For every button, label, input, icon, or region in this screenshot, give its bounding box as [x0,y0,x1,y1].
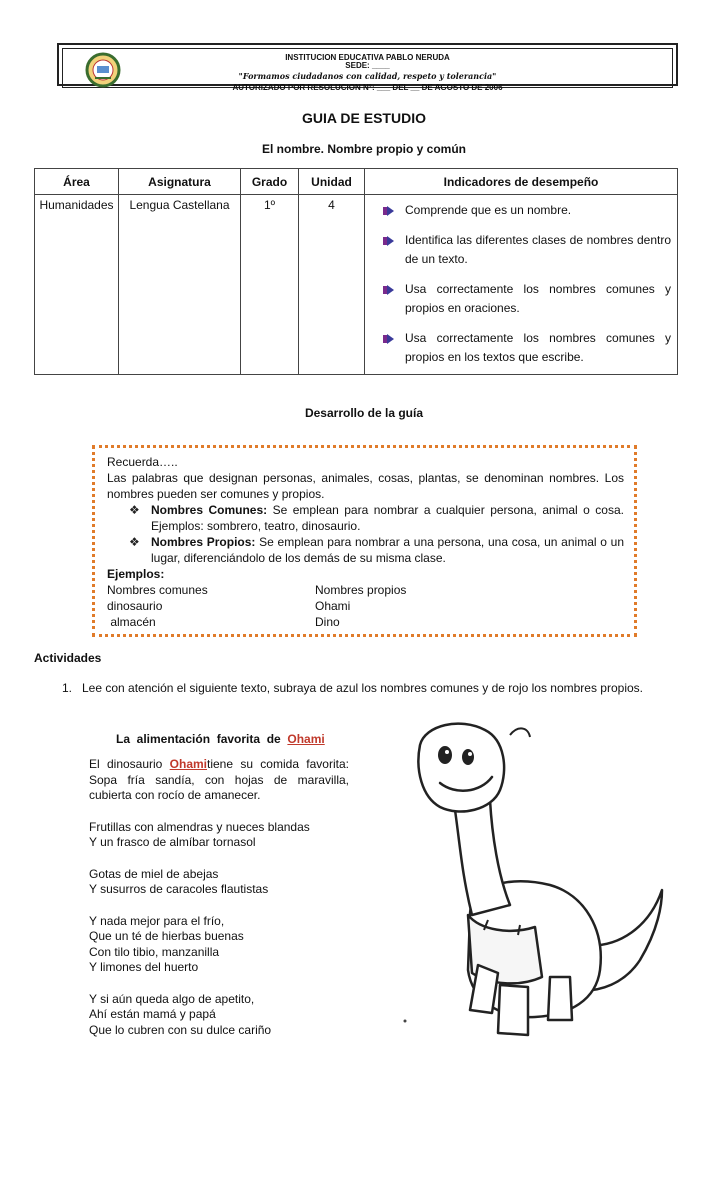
poem-stanza [89,757,349,804]
list-item [405,231,671,269]
comunes-label: Nombres Comunes: [151,503,268,517]
list-item [405,329,671,367]
diamond-bullet-icon: ❖ [129,535,140,549]
poem-line: Y un frasco de almíbar tornasol [89,835,256,849]
poem-line: tiene su comida favorita: Sopa fría sandía, con hojas de maravilla, cubierta con rocío de amanecer. [89,757,349,802]
poem-title [116,732,325,746]
arrow-bullet-icon [383,235,395,247]
school-resolution: AUTORIZADO POR RESOLUCION N°: ___ DEL __ DE AGOSTO DE 2006 [232,83,503,92]
poem-line: Y si aún queda algo de apetito, [89,991,255,1006]
page-subtitle: El nombre. Nombre propio y común [261,142,467,156]
comunes-text: Se emplean para nombrar a cualquier persona, animal o cosa. Ejemplos: sombrero, teatro, dinosaurio. [151,503,624,533]
list-item [107,598,624,614]
example-common: almacén [107,615,156,629]
propios-text: Se emplean para nombrar a una persona, una cosa, un animal o un lugar, diferenciándolo de los demás de su misma clase. [151,535,624,565]
comunes-item [107,502,624,534]
cell-grado: 1º [241,195,299,375]
page-title: GUIA DE ESTUDIO [302,110,426,126]
diamond-bullet-icon: ❖ [129,503,140,517]
header-inner-frame [62,48,673,92]
recuerda-heading: Recuerda….. [107,455,178,469]
poem-title-text: La alimentación favorita de [116,732,288,746]
development-title: Desarrollo de la guía [304,406,424,420]
arrow-bullet-icon [383,333,395,345]
list-item [107,614,624,630]
header-grado: Grado [241,169,299,195]
poem-line: Y limones del huerto [89,960,199,974]
arrow-bullet-icon [383,205,395,217]
poem-line: Con tilo tibio, manzanilla [89,944,220,959]
dinosaur-illustration [400,715,670,1055]
table-header-row [35,169,678,195]
school-name: INSTITUCION EDUCATIVA PABLO NERUDA [285,53,450,62]
poem-title-name: Ohami [287,732,325,746]
poem-stanza [89,914,349,976]
example-proper: Dino [315,615,340,629]
list-item [405,201,671,220]
poem-line: Que un té de hierbas buenas [89,929,244,943]
poem-body [89,757,349,1054]
cell-unidad: 4 [299,195,365,375]
poem-line: Frutillas con almendras y nueces blandas [89,819,310,834]
header-asignatura: Asignatura [119,169,241,195]
poem-line: Que lo cubren con su dulce cariño [89,1022,272,1037]
cell-asignatura: Lengua Castellana [119,195,241,375]
poem-line: Y susurros de caracoles flautistas [89,882,269,896]
poem-stanza [89,992,349,1039]
indicator-text: Identifica las diferentes clases de nombres dentro de un texto. [405,233,671,266]
indicator-text: Usa correctamente los nombres comunes y propios en oraciones. [405,282,671,315]
info-table [34,168,678,375]
poem-stanza [89,867,349,898]
list-item [405,280,671,318]
examples-header-row [107,582,624,598]
ejemplos-label: Ejemplos: [107,567,165,581]
arrow-bullet-icon [383,284,395,296]
actividades-label: Actividades [34,651,102,665]
table-row [35,195,678,375]
activity-instruction: 1. Lee con atención el siguiente texto, subraya de azul los nombres comunes y de rojo los nombres propios. [62,681,643,695]
propios-item [107,534,624,566]
header-area: Área [35,169,119,195]
poem-line: Gotas de miel de abejas [89,866,219,881]
indicators-list [369,201,673,367]
school-sede: SEDE: ____ [345,61,390,70]
school-motto: "Formamos ciudadanos con calidad, respeto y tolerancia" [238,71,497,81]
institution-header [57,43,678,92]
examples-col2-header: Nombres propios [315,583,407,597]
cell-area: Humanidades [35,195,119,375]
poem-line: El dinosaurio [89,757,170,771]
propios-label: Nombres Propios: [151,535,256,549]
header-unidad: Unidad [299,169,365,195]
indicator-text: Usa correctamente los nombres comunes y propios en los textos que escribe. [405,331,671,364]
cell-indicadores [365,195,678,375]
header-indicadores: Indicadores de desempeño [365,169,678,195]
example-proper: Ohami [315,599,351,613]
example-common: dinosaurio [107,599,163,613]
poem-stanza [89,820,349,851]
recuerda-box [92,445,637,637]
poem-line: Y nada mejor para el frío, [89,913,225,928]
recuerda-intro: Las palabras que designan personas, animales, cosas, plantas, se denominan nombres. Los nombres pueden ser comunes y propios. [107,471,624,501]
examples-col1-header: Nombres comunes [107,583,208,597]
poem-name: Ohami [169,757,207,771]
poem-line: Ahí están mamá y papá [89,1007,216,1021]
indicator-text: Comprende que es un nombre. [405,203,572,217]
